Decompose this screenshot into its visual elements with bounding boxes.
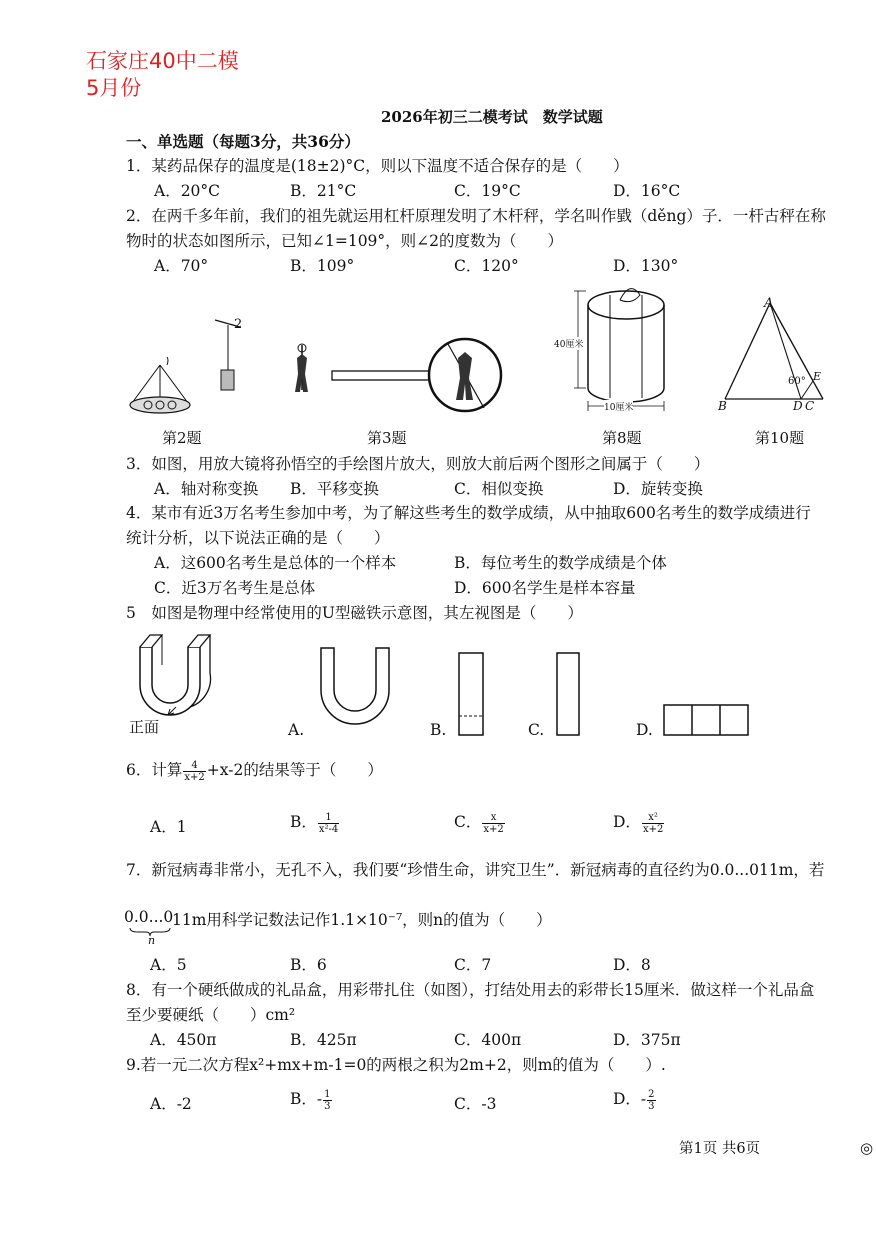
q2-option-a: A．70° <box>154 257 209 275</box>
q5-option-c-shape <box>556 652 584 738</box>
q9-option-b <box>290 1087 333 1112</box>
q6-option-c-den: x+2 <box>483 823 504 835</box>
q8-stem-line-2: 至少要硬纸（ ）cm² <box>126 1006 296 1024</box>
fig10-label-d: D <box>793 399 803 413</box>
q1-option-c: C．19°C <box>454 182 521 200</box>
q2-option-d: D．130° <box>613 257 679 275</box>
q5-option-d-shape <box>663 704 753 738</box>
q5-option-d: D. <box>636 721 653 739</box>
q4-option-c: C．近3万名考生是总体 <box>154 579 316 597</box>
fig8-width-label: 10厘米 <box>604 400 633 413</box>
q6-option-c-num: x <box>482 812 504 824</box>
q3-option-d: D．旋转变换 <box>613 480 703 498</box>
q3-option-a: A．轴对称变换 <box>154 480 259 498</box>
fig2-steelyard-figure <box>120 315 250 425</box>
q6-option-b <box>290 810 340 835</box>
q9-stem: 9.若一元二次方程x²+mx+m-1=0的两根之积为2m+2，则m的值为（ ）. <box>126 1056 666 1074</box>
q9-option-b-den: 3 <box>324 1100 331 1112</box>
q7-n-label: n <box>148 934 156 947</box>
fig10-label-e: E <box>813 370 822 383</box>
q4-option-a: A．这600名考生是总体的一个样本 <box>154 554 397 572</box>
q6-frac-num: 4 <box>183 760 205 772</box>
q1-option-d: D．16°C <box>613 182 681 200</box>
q6-prefix: 6．计算 <box>126 761 183 779</box>
q5-option-c: C. <box>528 721 545 739</box>
q9-option-d-label: D．- <box>613 1090 647 1108</box>
q6-option-b-den: x²-4 <box>318 823 339 835</box>
fig8-caption: 第8题 <box>602 429 642 447</box>
q5-option-a: A. <box>288 721 305 739</box>
q2-option-c: C．120° <box>454 257 519 275</box>
q8-option-b: B．425π <box>290 1031 357 1049</box>
q5-magnet-figure <box>128 625 218 725</box>
q6-option-c-label: C． <box>454 813 482 831</box>
q2-stem-line-2: 物时的状态如图所示，已知∠1=109°，则∠2的度数为（ ） <box>126 232 564 250</box>
q6-option-b-label: B． <box>290 813 317 831</box>
q6-option-a: A．1 <box>150 818 187 836</box>
q4-option-b: B．每位考生的数学成绩是个体 <box>454 554 667 572</box>
fig10-label-c: C <box>805 399 815 413</box>
q3-stem: 3．如图，用放大镜将孙悟空的手绘图片放大，则放大前后两个图形之间属于（ ） <box>126 455 710 473</box>
q1-stem: 1．某药品保存的温度是(18±2)°C，则以下温度不适合保存的是（ ） <box>126 157 629 175</box>
q6-fraction <box>183 760 205 783</box>
q6-suffix: +x-2的结果等于（ ） <box>206 761 383 779</box>
q5-stem: 5 如图是物理中经常使用的U型磁铁示意图，其左视图是（ ） <box>126 604 583 622</box>
q6-option-d <box>613 810 665 835</box>
q7-option-c: C．7 <box>454 956 492 974</box>
fig8-height-label: 40厘米 <box>554 337 583 350</box>
q8-stem-line-1: 8．有一个硬纸做成的礼品盒，用彩带扎住（如图），打结处用去的彩带长15厘米．做这样一个礼品盒 <box>126 981 815 999</box>
q9-option-d <box>613 1087 657 1112</box>
q9-option-b-num: 1 <box>324 1088 331 1100</box>
q1-option-b: B．21°C <box>290 182 357 200</box>
stamp-line-2: 5月份 <box>86 76 142 100</box>
q7-zeros: 0.0...0 <box>124 908 174 926</box>
q6-option-d-den: x+2 <box>642 823 664 835</box>
q9-option-d-num: 2 <box>648 1088 655 1100</box>
q8-option-a: A．450π <box>150 1031 217 1049</box>
q7-stem-line-2: 11m用科学记数法记作1.1×10⁻⁷，则n的值为（ ） <box>172 911 552 929</box>
q7-option-a: A．5 <box>150 956 187 974</box>
fig10-label-a: A <box>764 296 774 311</box>
q2-option-b: B．109° <box>290 257 355 275</box>
q4-option-d: D．600名学生是样本容量 <box>454 579 636 597</box>
q5-option-a-shape <box>318 645 393 735</box>
q2-stem-line-1: 2．在两千多年前，我们的祖先就运用杠杆原理发明了木杆秤，学名叫作戥（děng）子．一杆古秤在称 <box>126 207 826 225</box>
q5-option-b: B. <box>430 721 447 739</box>
q7-stem-line-1: 7．新冠病毒非常小，无孔不入，我们要“珍惜生命，讲究卫生”．新冠病毒的直径约为0.0...011m，若 <box>126 861 825 879</box>
q4-stem-line-2: 统计分析，以下说法正确的是（ ） <box>126 529 390 547</box>
q6-option-d-label: D． <box>613 813 641 831</box>
q6-frac-den: x+2 <box>184 771 205 783</box>
q7-option-b: B．6 <box>290 956 327 974</box>
q9-option-d-den: 3 <box>648 1100 655 1112</box>
q7-option-d: D．8 <box>613 956 651 974</box>
q6-option-c <box>454 810 506 835</box>
q4-stem-line-1: 4．某市有近3万名考生参加中考，为了解这些考生的数学成绩，从中抽取600名考生的数学成绩进行 <box>126 504 811 522</box>
fig10-caption: 第10题 <box>755 429 805 447</box>
corner-mark-icon: ◎ <box>860 1139 874 1157</box>
stamp-line-1: 石家庄40中二模 <box>86 49 239 73</box>
fig10-angle-label: 60° <box>788 376 806 387</box>
q9-option-b-label: B．- <box>290 1090 323 1108</box>
fig10-label-b: B <box>718 399 727 413</box>
fig3-magnifier-figure <box>290 330 515 420</box>
q6-option-b-num: 1 <box>318 812 339 824</box>
q6-option-d-num: x² <box>642 812 664 824</box>
q6-stem <box>126 758 383 783</box>
page-title: 2026年初三二模考试 数学试题 <box>381 108 603 126</box>
fig2-angle-label: 2 <box>234 317 243 332</box>
fig10-triangle-figure <box>715 295 830 415</box>
section-title: 一、单选题（每题3分，共36分） <box>126 132 360 151</box>
page-number: 第1页 共6页 <box>679 1141 761 1157</box>
q9-option-c: C．-3 <box>454 1095 497 1113</box>
q3-option-b: B．平移变换 <box>290 480 379 498</box>
q8-option-c: C．400π <box>454 1031 522 1049</box>
q8-option-d: D．375π <box>613 1031 681 1049</box>
q9-option-a: A．-2 <box>150 1095 192 1113</box>
fig3-caption: 第3题 <box>367 429 407 447</box>
fig2-caption: 第2题 <box>162 429 202 447</box>
q1-option-a: A．20°C <box>154 182 221 200</box>
q5-front-label: 正面 <box>129 718 160 736</box>
q5-option-b-shape <box>458 652 486 738</box>
q3-option-c: C．相似变换 <box>454 480 544 498</box>
